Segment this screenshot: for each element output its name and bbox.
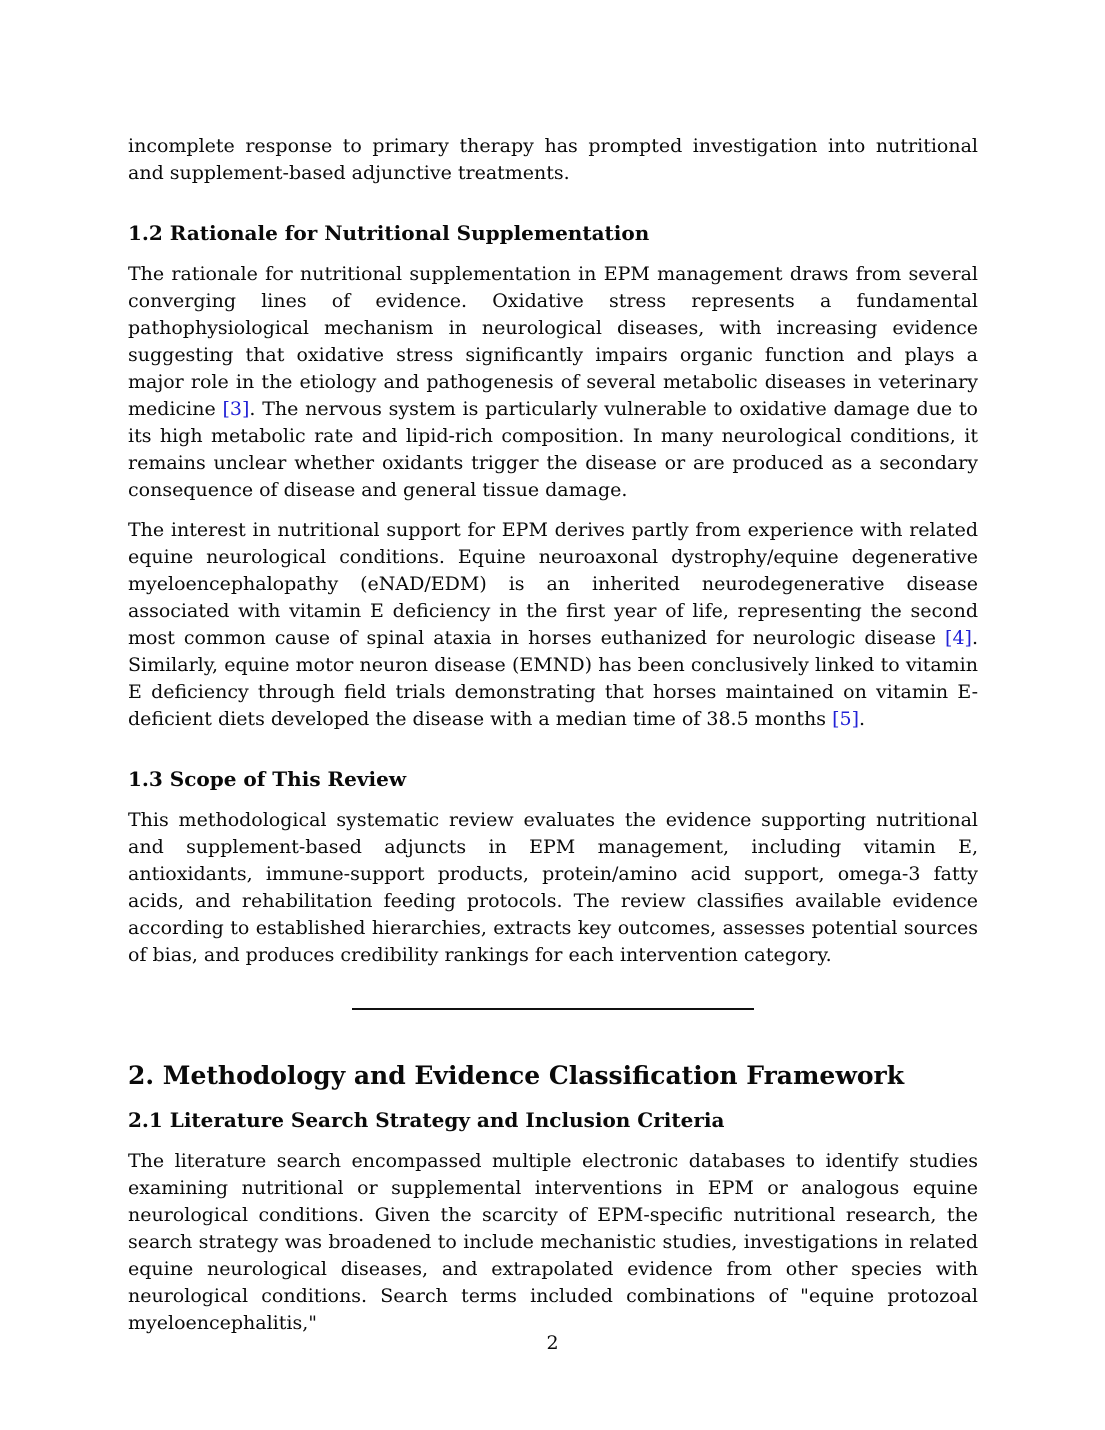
page-number: 2	[546, 1332, 559, 1354]
citation-link[interactable]: [3]	[222, 398, 250, 420]
citation-link[interactable]: [5]	[832, 708, 859, 730]
paragraph-rationale-1: The rationale for nutritional supplementation in EPM management draws from several converging lines of evidence. Oxidative stress represents a fundamental pathophysiological mechanism in neurological diseases, with increasing evidence suggesting that oxidative stress significantly impairs organic function and plays a major role in the etiology and pathogenesis of several metabolic diseases in veterinary medicine [3]. The nervous system is particularly vulnerable to oxidative damage due to its high metabolic rate and lipid-rich composition. In many neurological conditions, it remains unclear whether oxidants trigger the disease or are produced as a secondary consequence of disease and general tissue damage.	[128, 263, 978, 501]
subsection-heading-1-3: 1.3 Scope of This Review	[128, 767, 407, 791]
paragraph-scope: This methodological systematic review evaluates the evidence supporting nutritional and supplement-based adjuncts in EPM management, including vitamin E, antioxidants, immune-support products, protein/amino acid support, omega-3 fatty acids, and rehabilitation feeding protocols. The review classifies available evidence according to established hierarchies, extracts key outcomes, assesses potential sources of bias, and produces credibility rankings for each intervention category.	[128, 809, 978, 966]
citation-link[interactable]: [4]	[945, 627, 972, 649]
divider-rule	[352, 1008, 754, 1010]
text-column	[128, 133, 978, 1337]
subsection-heading-2-1: 2.1 Literature Search Strategy and Inclusion Criteria	[128, 1108, 725, 1132]
paragraph-literature-search: The literature search encompassed multiple electronic databases to identify studies examining nutritional or supplemental interventions in EPM or analogous equine neurological conditions. Given the scarcity of EPM-specific nutritional research, the search strategy was broadened to include mechanistic studies, investigations in related equine neurological diseases, and extrapolated evidence from other species with neurological conditions. Search terms included combinations of "equine protozoal myeloencephalitis,"	[128, 1150, 978, 1334]
section-divider	[128, 998, 978, 1017]
section-heading-2: 2. Methodology and Evidence Classification Framework	[128, 1061, 905, 1090]
paragraph-rationale-2: The interest in nutritional support for EPM derives partly from experience with related equine neurological conditions. Equine neuroaxonal dystrophy/equine degenerative myeloencephalopathy (eNAD/EDM) is an inherited neurodegenerative disease associated with vitamin E deficiency in the first year of life, representing the second most common cause of spinal ataxia in horses euthanized for neurologic disease [4]. Similarly, equine motor neuron disease (EMND) has been conclusively linked to vitamin E deficiency through field trials demonstrating that horses maintained on vitamin E-deficient diets developed the disease with a median time of 38.5 months [5].	[128, 519, 978, 730]
paragraph-continuation: incomplete response to primary therapy has prompted investigation into nutritional and supplement-based adjunctive treatments.	[128, 135, 978, 184]
subsection-heading-1-2: 1.2 Rationale for Nutritional Supplementation	[128, 221, 650, 245]
